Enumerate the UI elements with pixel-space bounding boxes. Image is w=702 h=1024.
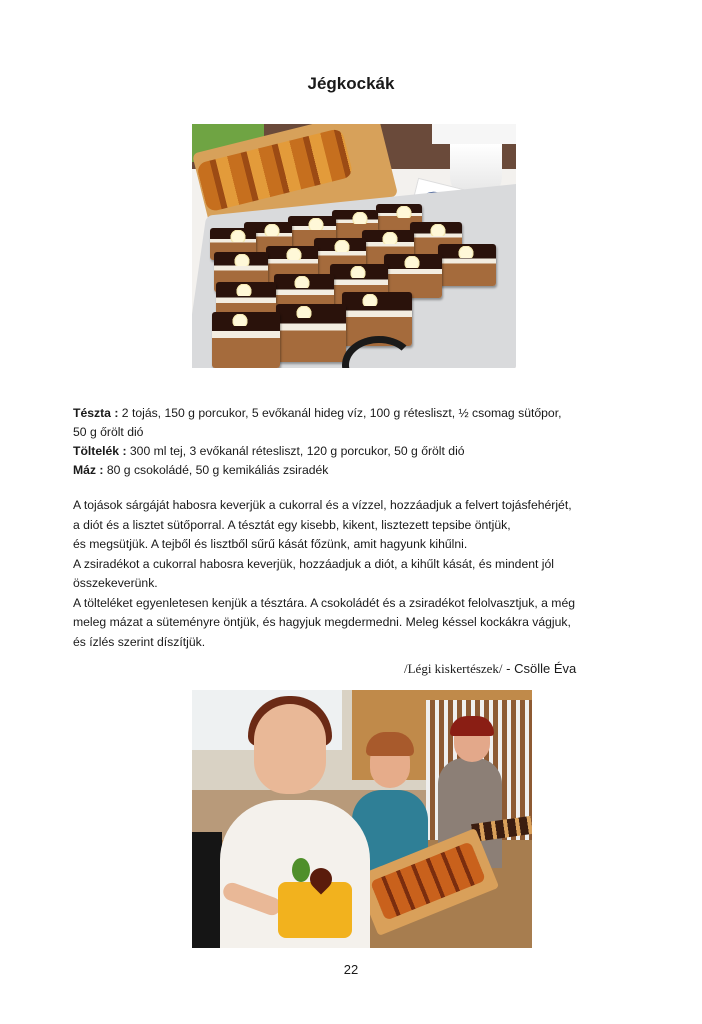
glaze-ingredients: 80 g csokoládé, 50 g kemikáliás zsiradék [103,463,329,477]
cake-squares-photo [192,124,516,368]
decorated-cake [278,882,352,938]
method-line: A zsiradékot a cukorral habosra keverjük, hozzáadjuk a diót, a kihűlt kását, és mindent jól [73,556,554,571]
club-name: /Légi kiskertészek/ [404,661,503,676]
dough-ingredients-continued: 50 g őrölt dió [73,425,144,439]
filling-label: Töltelék : [73,444,127,458]
dough-ingredients: 2 tojás, 150 g porcukor, 5 evőkanál hideg víz, 100 g rétesliszt, ½ csomag sütőpor, [118,406,562,420]
glaze-label: Máz : [73,463,104,477]
woman-right-hair [450,716,494,736]
baking-club-photo [192,690,532,948]
woman-front-face [254,704,326,794]
ingredients-dough [73,404,653,423]
author-name: Csölle Éva [514,661,577,676]
method-line: a diót és a lisztet sütőporral. A tésztát egy kisebb, kikent, lisztezett tepsibe öntjük, [73,517,511,532]
herb-decoration [292,858,310,882]
cake-square [212,312,280,368]
recipe-attribution [404,661,644,677]
page-title: Jégkockák [307,74,395,93]
preparation-method [73,496,653,652]
person-left-edge [192,832,222,948]
woman-middle-hair [366,732,414,756]
method-line: összekeverünk. [73,576,158,590]
cake-square [276,304,346,362]
cake-stand-top [432,124,516,144]
cake-square [438,244,496,286]
dough-label: Tészta : [73,406,119,420]
method-line: és ízlés szerint díszítjük. [73,634,206,649]
ingredients [73,404,653,480]
method-line: A tölteléket egyenletesen kenjük a tésztára. A csokoládét és a zsiradékot felolvasztjuk, a még [73,595,576,610]
method-line: A tojások sárgáját habosra keverjük a cukorral és a vízzel, hozzáadjuk a felvert tojásfehérjét, [73,498,572,512]
method-line: meleg mázat a süteményre öntjük, és hagyjuk megdermedni. Meleg késsel kockákra vágjuk, [73,615,571,629]
ingredients-glaze [73,461,653,480]
attribution-separator: - [502,661,515,676]
filling-ingredients: 300 ml tej, 3 evőkanál rétesliszt, 120 g porcukor, 50 g őrölt dió [126,444,465,458]
page-number: 22 [343,962,359,977]
method-line: és megsütjük. A tejből és lisztből sűrű kását főzünk, amit hagyunk kihűlni. [73,537,468,551]
ingredients-filling [73,442,653,461]
